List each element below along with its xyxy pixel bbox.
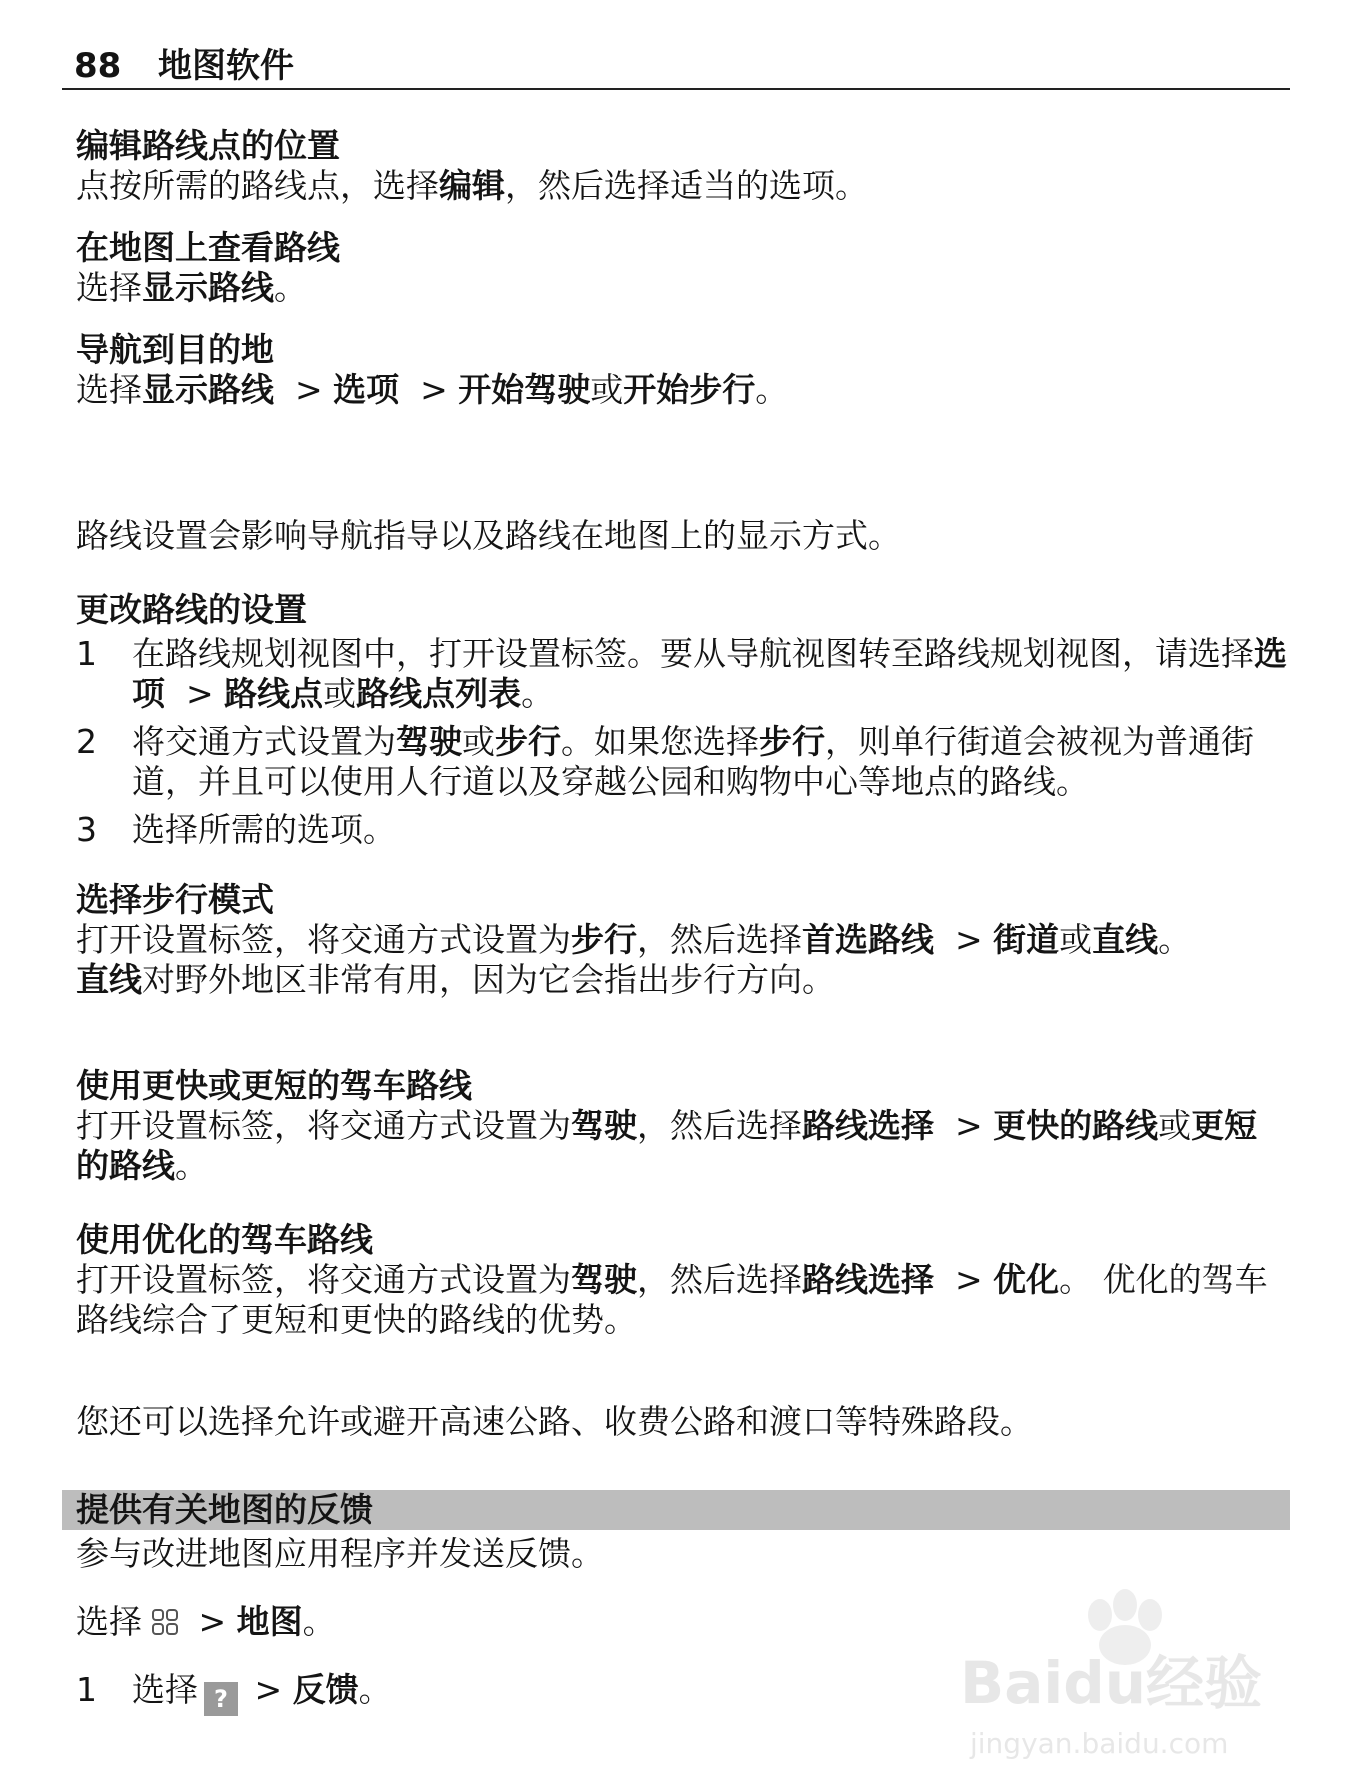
list-item: 1 选择 ? > 反馈。 (76, 1670, 1288, 1716)
section-body: 打开设置标签，将交通方式设置为驾驶，然后选择路线选择 > 更快的路线或更短的路线。 (76, 1106, 1258, 1185)
route-settings-intro: 路线设置会影响导航指导以及路线在地图上的显示方式。 (76, 516, 901, 555)
section-heading-change-route: 更改路线的设置 (76, 590, 307, 629)
avoid-text: 您还可以选择允许或避开高速公路、收费公路和渡口等特殊路段。 (76, 1402, 1033, 1441)
section-optimized (76, 1220, 1288, 1340)
section-fast-short (76, 1066, 1288, 1186)
watermark-brand: Baidu经验 (960, 1649, 1263, 1717)
list-item: 1 在路线规划视图中，打开设置标签。要从导航视图转至路线规划视图，请选择选项 > 路线点或路线点列表。 (76, 634, 1287, 713)
section-heading: 选择步行模式 (76, 880, 274, 919)
watermark-url: jingyan.baidu.com (970, 1727, 1229, 1760)
section-body: 选择显示路线 > 选项 > 开始驾驶或开始步行。 (76, 370, 789, 409)
feedback-select: 选择 > 地图。 (76, 1602, 336, 1641)
section-heading: 使用更快或更短的驾车路线 (76, 1066, 472, 1105)
section-body: 打开设置标签，将交通方式设置为驾驶，然后选择路线选择 > 优化。 优化的驾车路线综合了更短和更快的路线的优势。 (76, 1260, 1268, 1339)
list-item: 2 将交通方式设置为驾驶或步行。如果您选择步行，则单行街道会被视为普通街道，并且可以使用人行道以及穿越公园和购物中心等地点的路线。 (76, 722, 1254, 801)
baidu-watermark (950, 1575, 1290, 1775)
section-heading: 导航到目的地 (76, 330, 274, 369)
section-body: 选择显示路线。 (76, 268, 307, 307)
section-navigate (76, 330, 1288, 410)
section-heading-feedback: 提供有关地图的反馈 (62, 1490, 1290, 1530)
section-body: 点按所需的路线点，选择编辑，然后选择适当的选项。 (76, 166, 868, 205)
chapter-title: 地图软件 (158, 46, 294, 86)
app-menu-icon (148, 1605, 182, 1639)
section-heading: 编辑路线点的位置 (76, 126, 340, 165)
help-icon: ? (204, 1682, 238, 1716)
section-edit-point (76, 126, 1288, 206)
section-heading: 使用优化的驾车路线 (76, 1220, 373, 1259)
section-walk-mode (76, 880, 1288, 1000)
section-heading: 在地图上查看路线 (76, 228, 340, 267)
page-number: 88 (74, 46, 122, 86)
feedback-intro: 参与改进地图应用程序并发送反馈。 (76, 1534, 604, 1573)
list-item: 3 选择所需的选项。 (76, 810, 396, 849)
section-body: 打开设置标签，将交通方式设置为步行，然后选择首选路线 > 街道或直线。 直线对野外地区非常有用，因为它会指出步行方向。 (76, 920, 1192, 999)
section-view-route (76, 228, 1288, 308)
page-header (62, 46, 1290, 90)
